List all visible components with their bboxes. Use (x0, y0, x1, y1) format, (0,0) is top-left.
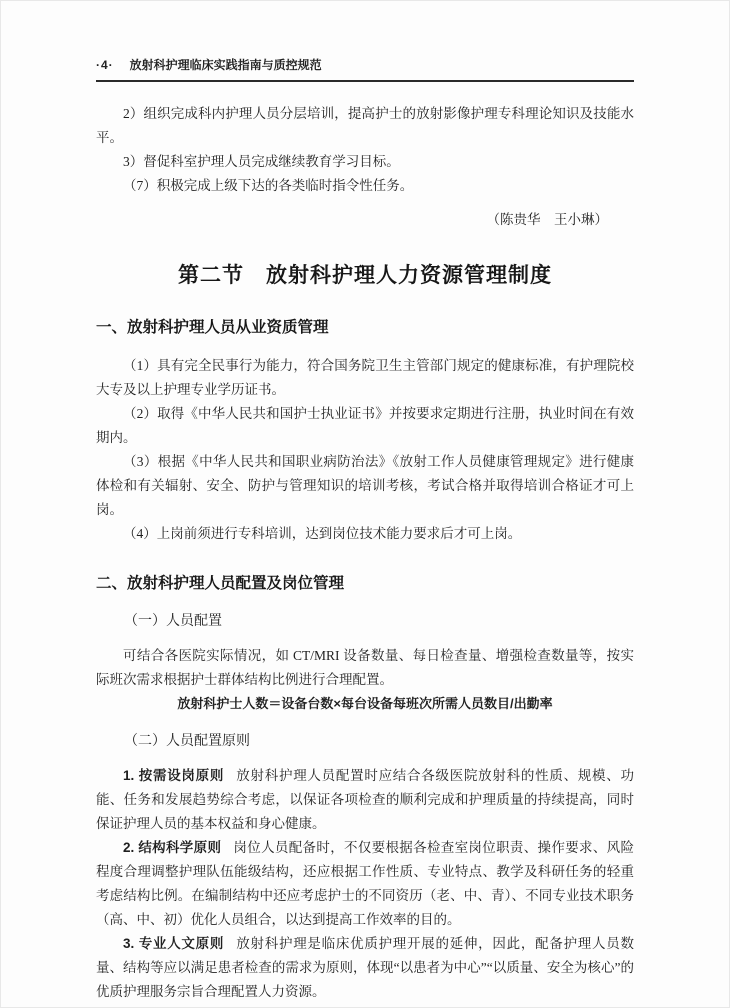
part1-paragraph: （4）上岗前须进行专科培训，达到岗位技术能力要求后才可上岗。 (123, 526, 522, 541)
principle-lead: 3. 专业人文原则 (123, 936, 225, 951)
sub1-heading: （一）人员配置 (124, 614, 222, 629)
principle-paragraph (96, 764, 634, 836)
part1-heading: 一、放射科护理人员从业资质管理 (96, 319, 329, 336)
principle-paragraph (96, 836, 634, 932)
principle-lead: 2. 结构科学原则 (123, 840, 222, 855)
principle-text: 放射科护理是临床优质护理开展的延伸，因此，配备护理人员数量、结构等应以满足患者检查的需求为原则，体现“以患者为中心”“以质量、安全为核心”的优质护理服务宗旨合理配置人力资源。 (96, 936, 634, 999)
intro-section (96, 102, 634, 232)
part1-paragraph: （3）根据《中华人民共和国职业病防治法》《放射工作人员健康管理规定》进行健康体检和有关辐射、安全、防护与管理知识的培训考核，考试合格并取得培训合格证才可上岗。 (96, 454, 634, 517)
sub1-paragraph: 可结合各医院实际情况，如 CT/MRI 设备数量、每日检查量、增强检查数量等，按实际班次需求根据护士群体结构比例进行合理配置。 (96, 648, 634, 687)
part1-paragraph: （1）具有完全民事行为能力，符合国务院卫生主管部门规定的健康标准，有护理院校大专及以上护理专业学历证书。 (96, 358, 634, 397)
principle-text: 岗位人员配备时，不仅要根据各检查室岗位职责、操作要求、风险程度合理调整护理队伍能级结构，还应根据工作性质、专业特点、教学及科研任务的轻重考虑结构比例。在编制结构中还应考虑护士的不同资历（老、中、青）、不同专业技术职务（高、中、初）优化人员组合，以达到提高工作效率的目的。 (96, 840, 634, 927)
part1-section (96, 318, 634, 546)
principle-lead: 1. 按需设岗原则 (123, 768, 225, 783)
intro-paragraph: 3）督促科室护理人员完成继续教育学习目标。 (123, 154, 400, 169)
intro-paragraph: 2）组织完成科内护理人员分层培训，提高护士的放射影像护理专科理论知识及技能水平。 (96, 106, 634, 145)
section-title: 第二节 放射科护理人力资源管理制度 (178, 263, 552, 287)
page-number: ·4· (96, 58, 114, 72)
page-header (96, 56, 634, 82)
sub2-heading: （二）人员配置原则 (124, 734, 250, 749)
staffing-formula: 放射科护士人数＝设备台数×每台设备每班次所需人员数目/出勤率 (177, 696, 553, 711)
principle-text: 放射科护理人员配置时应结合各级医院放射科的性质、规模、功能、任务和发展趋势综合考虑，以保证各项检查的顺利完成和护理质量的持续提高，同时保证护理人员的基本权益和身心健康。 (96, 768, 634, 831)
part2-heading: 二、放射科护理人员配置及岗位管理 (96, 575, 345, 592)
running-head-book-title: 放射科护理临床实践指南与质控规范 (129, 58, 322, 72)
principle-paragraph (96, 932, 634, 1004)
part2-section (96, 574, 634, 1004)
part1-paragraph: （2）取得《中华人民共和国护士执业证书》并按要求定期进行注册，执业时间在有效期内。 (96, 406, 634, 445)
authors-signature: （陈贵华 王小琳） (486, 212, 608, 227)
intro-paragraph: （7）积极完成上级下达的各类临时指令性任务。 (123, 178, 414, 193)
